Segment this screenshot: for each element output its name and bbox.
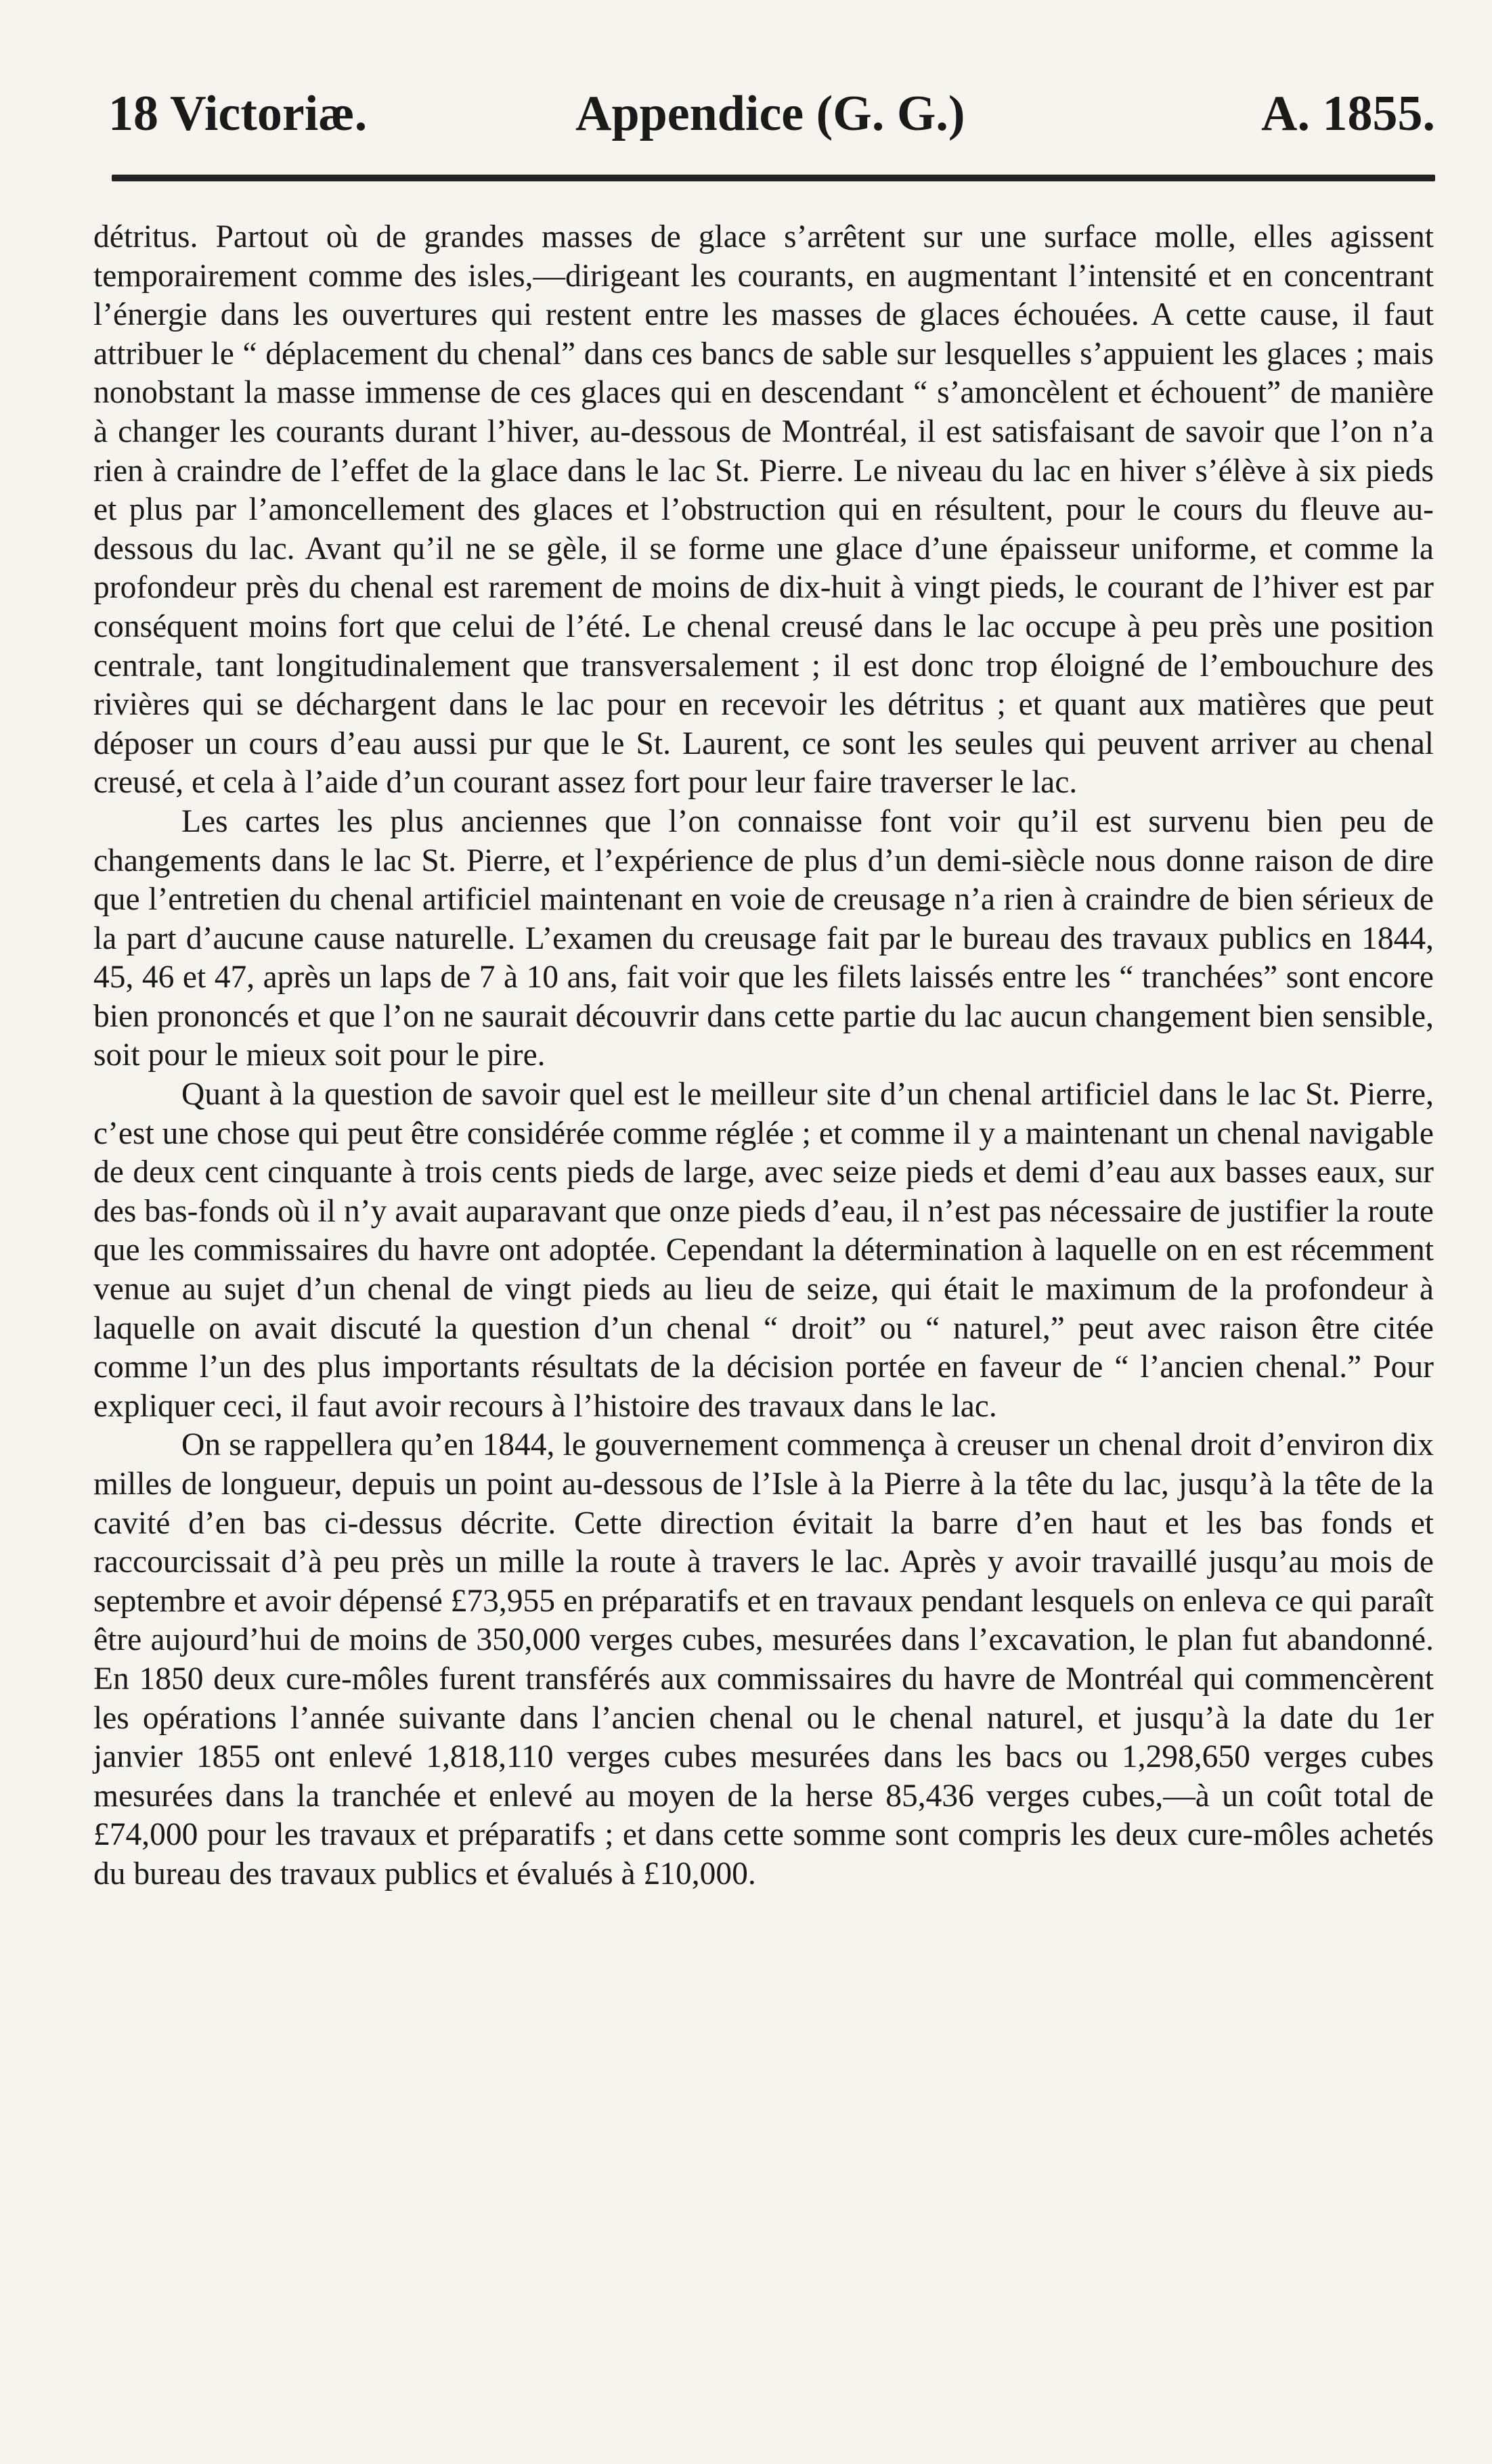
- paragraph-3: Quant à la question de savoir quel est le meilleur site d’un chenal artificiel dans le lac St. Pierre, c’est une chose qui peut être considérée comme réglée ; et comme il y a maintenant un chenal navigable de deux cent cinquante à trois cents pieds de large, avec seize pieds et demi d’eau aux basses eaux, sur des bas-fonds où il n’y avait auparavant que onze pieds d’eau, il n’est pas nécessaire de justifier la route que les commissaires du havre ont adoptée. Cependant la détermination à laquelle on en est récemment venue au sujet d’un chenal de vingt pieds au lieu de seize, qui était le maximum de la profondeur à laquelle on avait discuté la question d’un chenal “ droit” ou “ naturel,” peut avec raison être citée comme l’un des plus importants résultats de la décision portée en faveur de “ l’ancien chenal.” Pour expliquer ceci, il faut avoir recours à l’histoire des travaux dans le lac.: [93, 1077, 1434, 1424]
- paragraph-2: Les cartes les plus anciennes que l’on connaisse font voir qu’il est survenu bien peu de changements dans le lac St. Pierre, et l’expérience de plus d’un demi-siècle nous donne raison de dire que l’entretien du chenal artificiel maintenant en voie de creusage n’a rien à craindre de bien sérieux de la part d’aucune cause naturelle. L’examen du creusage fait par le bureau des travaux publics en 1844, 45, 46 et 47, après un laps de 7 à 10 ans, fait voir que les filets laissés entre les “ tranchées” sont encore bien prononcés et que l’on ne saurait découvrir dans cette partie du lac aucun changement bien sensible, soit pour le mieux soit pour le pire.: [93, 803, 1434, 1073]
- body-text: [93, 218, 1434, 1894]
- header-rule: [112, 175, 1435, 181]
- running-header: [102, 80, 1435, 148]
- paragraph-4: On se rappellera qu’en 1844, le gouvernement commença à creuser un chenal droit d’environ dix milles de longueur, depuis un point au-dessous de l’Isle à la Pierre à la tête du lac, jusqu’à la tête de la cavité d’en bas ci-dessus décrite. Cette direction évitait la barre d’en haut et les bas fonds et raccourcissait d’à peu près un mille la route à travers le lac. Après y avoir travaillé jusqu’au mois de septembre et avoir dépensé £73,955 en préparatifs et en travaux pendant lesquels on enleva ce qui paraît être aujourd’hui de moins de 350,000 verges cubes, mesurées dans l’excavation, le plan fut abandonné. En 1850 deux cure-môles furent transférés aux commissaires du havre de Montréal qui commencèrent les opérations l’année suivante dans l’ancien chenal ou le chenal naturel, et jusqu’à la date du 1er janvier 1855 ont enlevé 1,818,110 verges cubes mesurées dans les bacs ou 1,298,650 verges cubes mesurées dans la tranchée et enlevé au moyen de la herse 85,436 verges cubes,—à un coût total de £74,000 pour les travaux et préparatifs ; et dans cette somme sont compris les deux cure-môles achetés du bureau des travaux publics et évalués à £10,000.: [93, 1427, 1434, 1891]
- header-appendix: Appendice (G. G.): [575, 86, 965, 141]
- header-year: A. 1855.: [1261, 86, 1435, 141]
- paragraph-1: détritus. Partout où de grandes masses de glace s’arrêtent sur une surface molle, elles agissent temporairement comme des isles,—dirigeant les courants, en augmentant l’intensité et en concentrant l’énergie dans les ouvertures qui restent entre les masses de glaces échouées. A cette cause, il faut attribuer le “ déplacement du chenal” dans ces bancs de sable sur lesquelles s’appuient les glaces ; mais nonobstant la masse immense de ces glaces qui en descendant “ s’amoncèlent et échouent” de manière à changer les courants durant l’hiver, au-dessous de Montréal, il est satisfaisant de savoir que l’on n’a rien à craindre de l’effet de la glace dans le lac St. Pierre. Le niveau du lac en hiver s’élève à six pieds et plus par l’amoncellement des glaces et l’obstruction qui en résultent, pour le cours du fleuve au-dessous du lac. Avant qu’il ne se gèle, il se forme une glace d’une épaisseur uniforme, et comme la profondeur près du chenal est rarement de moins de dix-huit à vingt pieds, le courant de l’hiver est par conséquent moins fort que celui de l’été. Le chenal creusé dans le lac occupe à peu près une position centrale, tant longitudinalement que transversalement ; il est donc trop éloigné de l’embouchure des rivières qui se déchargent dans le lac pour en recevoir les détritus ; et quant aux matières que peut déposer un cours d’eau aussi pur que le St. Laurent, ce sont les seules qui peuvent arriver au chenal creusé, et cela à l’aide d’un courant assez fort pour leur faire traverser le lac.: [93, 219, 1434, 801]
- header-volume: 18 Victoriæ.: [108, 86, 368, 141]
